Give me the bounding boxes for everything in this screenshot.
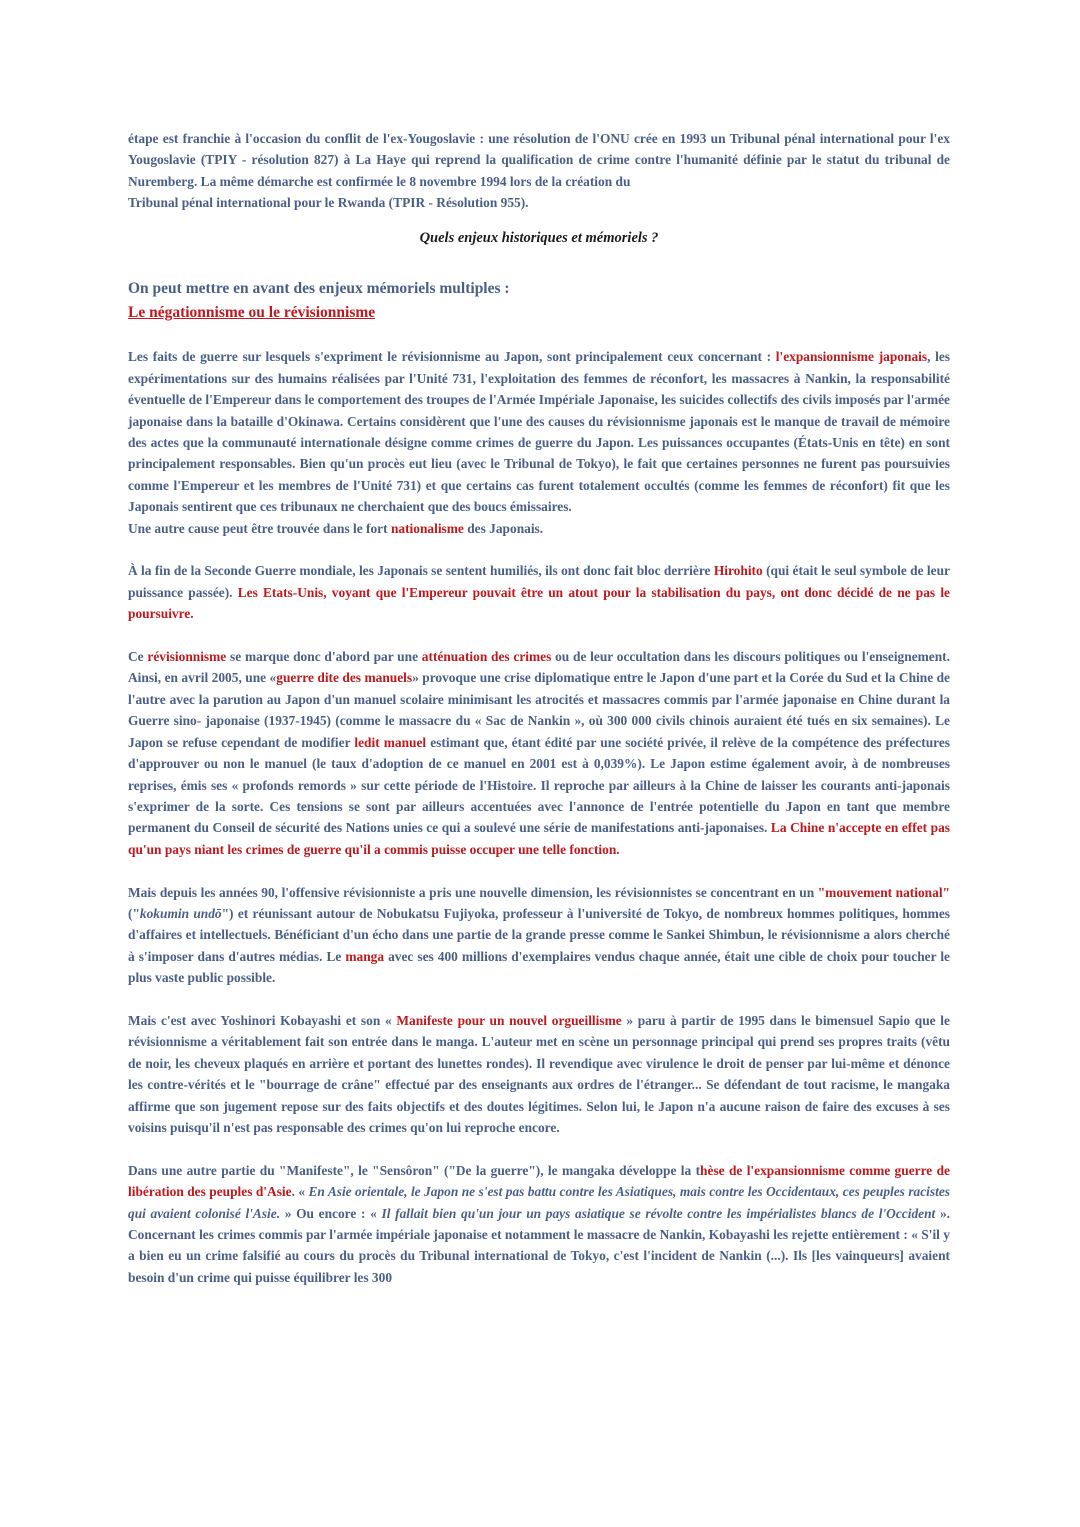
highlight: guerre dite des manuels [276, 670, 413, 686]
highlight: hèse de l'expansionnisme comme guerre de libération des peuples d'Asie [128, 1162, 950, 1200]
text: Dans une autre partie du "Manifeste", le "Sensôron" ("De la guerre"), le mangaka développe la t [128, 1162, 701, 1178]
highlight: nationalisme [390, 520, 464, 536]
text: des Japonais. [463, 520, 544, 536]
text: (qui était le seul symbole de leur puissance passée). [128, 563, 950, 600]
text: ou de leur occultation dans les discours politiques ou l'enseignement. Ainsi, en avril 2005, une « [128, 649, 950, 686]
text: » paru à partir de 1995 dans le bimensuel Sapio que le révisionnisme a véritablement fait son entrée dans le manga. L'auteur met en scène un personnage principal qui prend ses propres traits (vêtu de noir, les cheveux plaqués en arrière et portant des lunettes rondes). Il revendique avec virulence le droit de penser par lui-même et dénonce les contre-vérités et le "bourrage de crâne" effectué par des enseignants aux ordres de l'étranger... Se défendant de tout racisme, le mangaka affirme que son jugement repose sur des faits objectifs et des doutes légitimes. Selon lui, le Japon n'a aucune raison de faire des excuses à ses voisins puisqu'il n'est pas responsable des crimes qu'on lui reproche encore. [128, 1012, 950, 1135]
paragraph-kobayashi [128, 1010, 950, 1138]
text: ") et réunissant autour de Nobukatsu Fujiyoka, professeur à l'université de Tokyo, de nombreux hommes politiques, hommes d'affaires et intellectuels. Bénéficiant d'un écho dans une partie de la grande presse comme le Sankei Shimbun, le révisionnisme a alors cherché à s'imposer dans d'autres médias. Le [128, 905, 950, 964]
highlight: l'expansionnisme japonais [775, 349, 928, 365]
text: . « [291, 1184, 309, 1200]
italic-quote: Il fallait bien qu'un jour un pays asiatique se révolte contre les impérialistes blancs de l'Occident [381, 1205, 936, 1221]
highlight: Manifeste pour un nouvel orgueillisme [396, 1012, 622, 1028]
section-title: Le négationnisme ou le révisionnisme [128, 304, 376, 322]
highlight: atténuation des crimes [421, 649, 552, 665]
spacer [128, 860, 950, 881]
document-page [128, 128, 950, 1288]
paragraph-national-movement [128, 882, 950, 989]
intro-line: On peut mettre en avant des enjeux mémoriels multiples : [128, 280, 510, 298]
text: avec ses 400 millions d'exemplaires vendus chaque année, était une cible de choix pour toucher le plus vaste public possible. [128, 948, 950, 986]
italic-term: kokumin undō [139, 905, 222, 921]
spacer [128, 625, 950, 646]
highlight: manga [345, 948, 385, 964]
highlight: "mouvement national" [817, 884, 950, 900]
paragraph-textbooks [128, 646, 950, 860]
text: Ce [128, 649, 148, 665]
text: se marque donc d'abord par une [226, 649, 422, 665]
text: Les faits de guerre sur lesquels s'expriment le révisionnisme au Japon, sont principalement ceux concernant : [128, 349, 776, 365]
spacer [128, 989, 950, 1010]
text: Mais depuis les années 90, l'offensive révisionniste a pris une nouvelle dimension, les révisionnistes se concentrant en un [128, 884, 818, 900]
paragraph-revisionism-facts [128, 346, 950, 539]
text: » provoque une crise diplomatique entre le Japon d'une part et la Corée du Sud et la Chine de l'autre avec la parution au Japon d'un manuel scolaire minimisant les atrocités et massacres commis par l'armée japonaise en Chine durant la Guerre sino- japonaise (1937-1945) (comme le massacre du « Sac de Nankin », où 300 000 civils chinois auraient été tués en six semaines). Le Japon se refuse cependant de modifier [128, 670, 950, 750]
text: (" [128, 905, 140, 921]
paragraph-text: Tribunal pénal international pour le Rwanda (TPIR - Résolution 955). [128, 195, 529, 211]
paragraph-tribunals [128, 128, 950, 214]
text: , les expérimentations sur des humains réalisées par l'Unité 731, l'exploitation des femmes de réconfort, les massacres à Nankin, la responsabilité éventuelle de l'Empereur dans le comportement des troupes de l'Armée Impériale Japonaise, les suicides collectifs des civils imposés par l'armée japonaise dans la bataille d'Okinawa. Certains considèrent que l'une des causes du révisionnisme japonais est le manque de travail de mémoire des actes que la communauté internationale désigne comme crimes de guerre du Japon. Les puissances occupantes (États-Unis en tête) en sont principalement responsables. Bien qu'un procès eut lieu (avec le Tribunal de Tokyo), le fait que certaines personnes ne furent pas poursuivies comme l'Empereur et les membres de l'Unité 731) et que certains cas furent totalement occultés (comme les femmes de réconfort) fit que les Japonais sentirent que ces tribunaux ne cherchaient que des boucs émissaires. [128, 349, 950, 515]
highlight: révisionnisme [147, 649, 227, 665]
text: Mais c'est avec Yoshinori Kobayashi et son « [128, 1012, 397, 1028]
italic-quote: En Asie orientale, le Japon ne s'est pas battu contre les Asiatiques, mais contre les Occidentaux, ces peuples racistes qui avaient colonisé l'Asie. [128, 1184, 950, 1221]
section-heading: Quels enjeux historiques et mémoriels ? [419, 229, 659, 246]
spacer [128, 539, 950, 560]
highlight: Hirohito [713, 563, 763, 579]
highlight: Les Etats-Unis, voyant que l'Empereur pouvait être un atout pour la stabilisation du pays, ont donc décidé de ne pas le poursuivre. [128, 584, 950, 622]
highlight: ledit manuel [354, 734, 427, 750]
text: À la fin de la Seconde Guerre mondiale, les Japonais se sentent humiliés, ils ont donc fait bloc derrière [128, 563, 714, 579]
paragraph-sensoron [128, 1160, 950, 1288]
text: ». Concernant les crimes commis par l'armée impériale japonaise et notamment le massacre de Nankin, Kobayashi les rejette entièrement : « S'il y a bien eu un crime falsifié au cours du procès du Tribunal international de Tokyo, c'est l'incident de Nankin (...). Ils [les vainqueurs] avaient besoin d'un crime qui puisse équilibrer les 300 [128, 1205, 951, 1285]
spacer [128, 1138, 950, 1159]
paragraph-hirohito [128, 560, 950, 624]
paragraph-text: étape est franchie à l'occasion du conflit de l'ex-Yougoslavie : une résolution de l'ONU crée en 1993 un Tribunal pénal international pour l'ex Yougoslavie (TPIY - résolution 827) à La Haye qui reprend la qualification de crime contre l'humanité définie par le statut du tribunal de Nuremberg. La même démarche est confirmée le 8 novembre 1994 lors de la création du [128, 131, 950, 189]
spacer [128, 325, 950, 346]
text: » Ou encore : « [280, 1205, 382, 1221]
text: Une autre cause peut être trouvée dans le fort [128, 520, 391, 536]
text: estimant que, étant édité par une société privée, il relève de la compétence des préfectures d'approuver ou non le manuel (le taux d'adoption de ce manuel en 2001 est à 0,039%). Le Japon estime également avoir, à de nombreuses reprises, émis ses « profonds remords » sur cette période de l'Histoire. Il reproche par ailleurs à la Chine de laisser les courants anti-japonais s'exprimer de la sorte. Ces tensions se sont par ailleurs accentuées avec l'annonce de l'entrée potentielle du Japon en tant que membre permanent du Conseil de sécurité des Nations unies ce qui a soulevé une série de manifestations anti-japonaises. [128, 734, 951, 836]
highlight: La Chine n'accepte en effet pas qu'un pays niant les crimes de guerre qu'il a commis puisse occuper une telle fonction. [128, 820, 950, 857]
